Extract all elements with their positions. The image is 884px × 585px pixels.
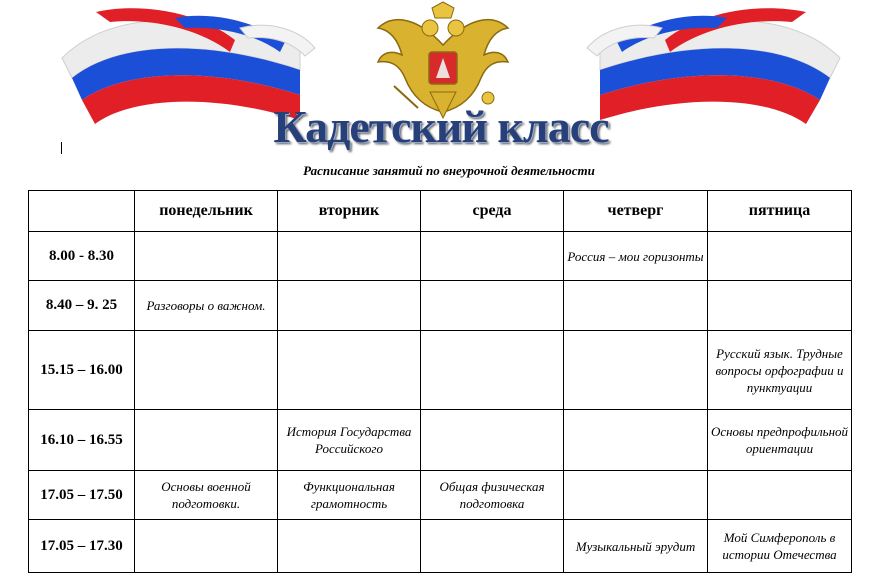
header-row [29, 191, 852, 232]
lesson-cell [708, 232, 852, 281]
lesson-cell [278, 281, 421, 331]
time-cell: 17.05 – 17.30 [29, 520, 135, 573]
table-row [29, 232, 852, 281]
lesson-cell: Общая физическая подготовка [421, 471, 564, 520]
lesson-cell [564, 331, 708, 410]
lesson-cell [278, 331, 421, 410]
lesson-cell [564, 471, 708, 520]
lesson-cell [564, 410, 708, 471]
table-row [29, 331, 852, 410]
schedule-table [28, 190, 852, 573]
lesson-cell: Основы предпрофильной ориентации [708, 410, 852, 471]
lesson-cell: Русский язык. Трудные вопросы орфографии и пунктуации [708, 331, 852, 410]
table-row [29, 471, 852, 520]
lesson-cell [278, 232, 421, 281]
lesson-cell [564, 281, 708, 331]
lesson-cell: Функциональная грамотность [278, 471, 421, 520]
day-header: понедельник [135, 191, 278, 232]
page-title: Кадетский класс [273, 101, 609, 152]
lesson-cell: Основы военной подготовки. [135, 471, 278, 520]
lesson-cell [708, 281, 852, 331]
time-cell: 15.15 – 16.00 [29, 331, 135, 410]
lesson-cell: Россия – мои горизонты [564, 232, 708, 281]
lesson-cell [135, 232, 278, 281]
day-header: четверг [564, 191, 708, 232]
text-cursor [61, 142, 62, 154]
lesson-cell: История Государства Российского [278, 410, 421, 471]
day-header: среда [421, 191, 564, 232]
lesson-cell [421, 520, 564, 573]
table-row [29, 520, 852, 573]
lesson-cell: Мой Симферополь в истории Отечества [708, 520, 852, 573]
table-row [29, 281, 852, 331]
lesson-cell [421, 232, 564, 281]
time-cell: 8.00 - 8.30 [29, 232, 135, 281]
lesson-cell [278, 520, 421, 573]
lesson-cell: Музыкальный эрудит [564, 520, 708, 573]
lesson-cell [135, 410, 278, 471]
lesson-cell [421, 331, 564, 410]
schedule-subtitle: Расписание занятий по внеурочной деятельности [303, 163, 595, 178]
time-cell: 8.40 – 9. 25 [29, 281, 135, 331]
table-row [29, 410, 852, 471]
day-header: вторник [278, 191, 421, 232]
time-cell: 17.05 – 17.50 [29, 471, 135, 520]
lesson-cell [421, 281, 564, 331]
lesson-cell [421, 410, 564, 471]
corner-cell [29, 191, 135, 232]
day-header: пятница [708, 191, 852, 232]
lesson-cell: Разговоры о важном. [135, 281, 278, 331]
lesson-cell [135, 520, 278, 573]
time-cell: 16.10 – 16.55 [29, 410, 135, 471]
lesson-cell [708, 471, 852, 520]
lesson-cell [135, 331, 278, 410]
